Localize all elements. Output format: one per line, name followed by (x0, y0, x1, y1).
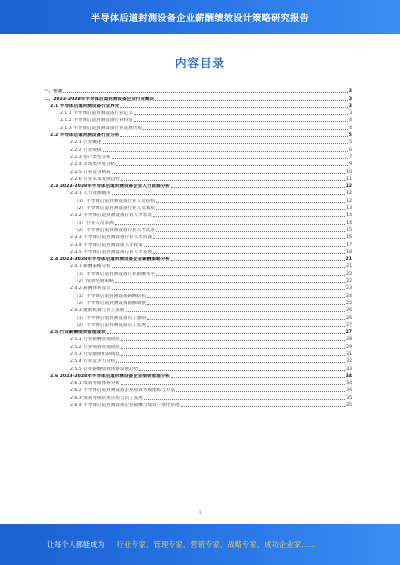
toc-entry[interactable] (44, 269, 352, 276)
toc-entry-page: 21 (345, 257, 352, 263)
toc-entry-page: 28 (346, 337, 352, 343)
dot-leader (156, 202, 345, 203)
toc-entry-page: 26 (346, 315, 352, 321)
toc-entry-label: 2.6.1 绩效考核体系分析 (70, 381, 120, 387)
toc-entry-page: 7 (349, 154, 352, 160)
toc-entry[interactable] (44, 328, 352, 335)
toc-entry-page: 11 (346, 176, 352, 182)
toc-entry-label: 2.6.2 半导体后道封测设备企业绩效考核指标与方法 (70, 388, 176, 394)
toc-entry[interactable] (44, 357, 352, 364)
top-banner (0, 0, 400, 34)
dot-leader (153, 216, 345, 217)
toc-entry-label: 2.5.4 行业竞争力分析 (70, 359, 116, 365)
toc-entry-label: 一、引言 (44, 89, 63, 95)
toc-entry[interactable] (44, 386, 352, 393)
dot-leader (121, 355, 345, 356)
toc-entry-label: 2.4 2023-2028年半导体后道封测设备企业薪酬策略分析 (50, 257, 170, 263)
toc-entry[interactable] (44, 350, 352, 357)
toc-entry-label: 2.2 半导体后道封测设备行业分析 (50, 133, 120, 139)
toc-entry-label: 2.3.2 半导体后道封测设备行业人才状况 (70, 213, 153, 219)
toc-entry[interactable] (44, 364, 352, 371)
toc-entry-label: 2.2.2 行业规模 (70, 147, 102, 153)
dot-leader (116, 165, 348, 166)
dot-leader (181, 406, 346, 407)
toc-entry-label: 2.3 2023-2028年半导体后道封测设备企业人力资源分析 (50, 184, 170, 190)
toc-entry-page: 26 (346, 308, 352, 314)
toc-entry[interactable] (44, 123, 352, 130)
dot-leader (126, 311, 346, 312)
toc-entry[interactable] (44, 87, 352, 94)
dot-leader (147, 304, 345, 305)
toc-entry-page: 25 (346, 300, 352, 306)
dot-leader (144, 246, 345, 247)
toc-entry-page: 3 (349, 111, 352, 117)
toc-entry[interactable] (44, 284, 352, 291)
toc-entry[interactable] (44, 248, 352, 255)
toc-entry-label: 2.1.1 半导体后道封测设备行业定义 (60, 111, 133, 117)
toc-entry-page: 10 (346, 169, 352, 175)
toc-entry-label: 2.2.6 行业未来发展趋势 (70, 176, 120, 182)
toc-entry-label: （1）半导体后道封测设备员工激励 (74, 315, 146, 321)
toc-entry[interactable] (44, 255, 352, 262)
toc-entry-label: 2.2.1 行业概述 (70, 140, 102, 146)
toc-entry-page: 23 (346, 286, 352, 292)
toc-entry[interactable] (44, 109, 352, 116)
toc-entry[interactable] (44, 116, 352, 123)
toc-heading: 内容目录 (175, 56, 225, 70)
toc-entry-page: 4 (349, 125, 352, 131)
toc-entry-page: 35 (346, 395, 352, 401)
toc-entry-page: 12 (346, 191, 352, 197)
dot-leader (156, 275, 345, 276)
toc-entry-page: 32 (346, 359, 352, 365)
toc-entry[interactable] (44, 211, 352, 218)
toc-entry[interactable] (44, 196, 352, 203)
bottom-banner (0, 524, 400, 565)
dot-leader (121, 340, 345, 341)
toc-entry[interactable] (44, 94, 352, 101)
toc-entry-page: 22 (346, 279, 352, 285)
toc-entry-label: （1）半导体后道封测设备行业人员结构 (74, 198, 156, 204)
toc-entry-label: （1）半导体后道封测设备薪酬结构 (74, 293, 146, 299)
toc-entry-page: 4 (349, 118, 352, 124)
toc-entry[interactable] (44, 153, 352, 160)
toc-entry-label: 2.3.3 半导体后道封测设备行业人才问题 (70, 235, 153, 241)
toc-entry-page: 15 (346, 227, 352, 233)
toc-entry-label: 2.4.2 薪酬体系设计 (70, 286, 111, 292)
toc-entry-page: 21 (346, 264, 352, 270)
toc-entry[interactable] (44, 131, 352, 138)
toc-entry-page: 14 (346, 213, 352, 219)
dot-leader (121, 348, 345, 349)
toc-entry-page: 27 (345, 330, 352, 336)
toc-entry[interactable] (44, 175, 352, 182)
toc-entry-page: 24 (346, 293, 352, 299)
toc-entry[interactable] (44, 342, 352, 349)
footer-slogan-right: 行业专家、管理专家、营销专家、战略专家、成功企业家…… (116, 539, 316, 549)
toc-entry-page: 9 (349, 162, 352, 168)
toc-entry[interactable] (44, 372, 352, 379)
dot-leader (156, 231, 345, 232)
toc-entry-page: 27 (346, 322, 352, 328)
toc-entry-page: 3 (348, 103, 352, 109)
dot-leader (155, 100, 348, 101)
toc-entry-label: 2.3.5 半导体后道封测设备行业人才发展 (70, 249, 153, 255)
toc-entry-page: 5 (348, 133, 352, 139)
dot-leader (120, 136, 347, 137)
toc-entry-label: （2）半导体后道封测设备薪酬调整 (74, 300, 146, 306)
dot-leader (112, 173, 345, 174)
toc-entry-label: 2.6.4 半导体后道封测设备企业薪酬与绩效一体化管理 (70, 403, 180, 409)
dot-leader (176, 391, 345, 392)
dot-leader (107, 333, 345, 334)
toc-entry-label: 2.5 行业薪酬绩效管理现状 (50, 330, 106, 336)
report-title: 半导体后道封测设备企业薪酬绩效设计策略研究报告 (90, 13, 310, 24)
toc-entry[interactable] (44, 226, 352, 233)
toc-entry[interactable] (44, 335, 352, 342)
toc-entry-label: 2.2.4 市场集中度分析 (70, 162, 116, 168)
toc-entry[interactable] (44, 379, 352, 386)
toc-entry[interactable] (44, 102, 352, 109)
dot-leader (116, 362, 345, 363)
dot-leader (120, 107, 347, 108)
dot-leader (171, 377, 345, 378)
dot-leader (115, 282, 345, 283)
toc-entry[interactable] (44, 291, 352, 298)
toc-entry[interactable] (44, 401, 352, 408)
toc-entry-label: 2.4.1 薪酬策略分析 (70, 264, 111, 270)
toc-entry[interactable] (44, 167, 352, 174)
toc-entry[interactable] (44, 233, 352, 240)
dot-leader (147, 319, 345, 320)
toc-entry[interactable] (44, 262, 352, 269)
toc-entry[interactable] (44, 160, 352, 167)
toc-entry-label: 二、2023-2028年半导体后道封测设备企业行业概况 (44, 96, 155, 102)
dot-leader (134, 121, 348, 122)
toc-entry-page: 22 (346, 271, 352, 277)
dot-leader (103, 143, 349, 144)
toc-entry[interactable] (44, 189, 352, 196)
toc-entry[interactable] (44, 299, 352, 306)
toc-entry-page: 14 (346, 220, 352, 226)
dot-leader (153, 253, 345, 254)
toc-entry-label: 2.3.1 人力资源概况 (70, 191, 111, 197)
toc-entry-label: 2.5.3 行业激励机制现状 (70, 351, 120, 357)
toc-entry[interactable] (44, 182, 352, 189)
toc-entry[interactable] (44, 306, 352, 313)
toc-entry[interactable] (44, 277, 352, 284)
toc-entry-page: 18 (346, 249, 352, 255)
toc-entry-label: （2）绩效奖励策略 (74, 279, 114, 285)
toc-entry-page: 35 (346, 403, 352, 409)
dot-leader (147, 297, 345, 298)
toc-entry-label: 2.3.4 半导体后道封测设备人才政策 (70, 242, 143, 248)
dot-leader (112, 289, 345, 290)
toc-entry-page: 31 (346, 351, 352, 357)
toc-entry-label: 2.6.3 绩效考核结果应用与员工发展 (70, 395, 143, 401)
toc-entry-page: 34 (346, 388, 352, 394)
dot-leader (153, 238, 345, 239)
toc-entry-label: 2.1.3 半导体后道封测设备行业发展历程 (60, 125, 143, 131)
toc-entry-label: 2.4.3 激励机制与员工发展 (70, 308, 125, 314)
toc-entry-label: （1）行业人员来源 (74, 220, 114, 226)
dot-leader (115, 224, 345, 225)
toc-entry-label: （2）半导体后道封测设备员工发展 (74, 322, 146, 328)
toc-entry[interactable] (44, 313, 352, 320)
toc-entry-label: （2）半导体后道封测设备行业人员素质 (74, 206, 156, 212)
toc-entry-label: 2.5.5 行业薪酬绩效体系发展趋势 (70, 366, 139, 372)
toc-entry-page: 33 (346, 366, 352, 372)
toc-entry-label: 2.2.3 客户类型分析 (70, 154, 111, 160)
toc-entry-page: 29 (346, 344, 352, 350)
toc-entry-label: 2.6 2023-2028年半导体后道封测设备企业绩效管理分析 (50, 373, 170, 379)
page-number: 1 (198, 511, 202, 516)
toc-entry-page: 6 (349, 147, 352, 153)
dot-leader (143, 129, 348, 130)
toc-entry-page: 34 (345, 373, 352, 379)
dot-leader (134, 114, 348, 115)
toc-entry-page: 3 (348, 96, 352, 102)
dot-leader (156, 209, 345, 210)
dot-leader (139, 370, 345, 371)
dot-leader (103, 151, 349, 152)
toc-entry[interactable] (44, 393, 352, 400)
toc-entry[interactable] (44, 218, 352, 225)
toc-entry-label: 2.5.2 行业绩效管理现状 (70, 344, 120, 350)
table-of-contents (44, 87, 352, 408)
toc-entry[interactable] (44, 138, 352, 145)
toc-entry-page: 3 (348, 89, 352, 95)
toc-entry-page: 17 (346, 242, 352, 248)
dot-leader (63, 92, 347, 93)
toc-entry-page: 5 (349, 140, 352, 146)
toc-entry[interactable] (44, 204, 352, 211)
toc-entry[interactable] (44, 145, 352, 152)
toc-entry-label: 2.5.1 行业薪酬管理现状 (70, 337, 120, 343)
toc-entry-page: 34 (346, 381, 352, 387)
toc-entry-label: 2.1 半导体后道封测设备行业界定 (50, 103, 120, 109)
dot-leader (147, 326, 345, 327)
toc-entry-label: （2）半导体后道封测设备行业人才需求 (74, 227, 156, 233)
toc-entry[interactable] (44, 321, 352, 328)
dot-leader (171, 260, 345, 261)
toc-entry-page: 13 (346, 206, 352, 212)
footer-slogan-left: 让每个人都能成为 (47, 539, 105, 549)
toc-entry[interactable] (44, 240, 352, 247)
toc-entry-page: 12 (346, 198, 352, 204)
toc-entry-label: （1）半导体后道封测设备行业薪酬水平 (74, 271, 156, 277)
dot-leader (112, 267, 345, 268)
dot-leader (171, 187, 345, 188)
dot-leader (121, 180, 345, 181)
toc-entry-label: 2.2.5 行业竞争格局 (70, 169, 111, 175)
toc-entry-label: 2.1.2 半导体后道封测设备行业特征 (60, 118, 133, 124)
dot-leader (144, 399, 345, 400)
dot-leader (112, 194, 345, 195)
toc-entry-page: 12 (345, 184, 352, 190)
dot-leader (121, 384, 345, 385)
dot-leader (112, 158, 348, 159)
toc-entry-page: 16 (346, 235, 352, 241)
